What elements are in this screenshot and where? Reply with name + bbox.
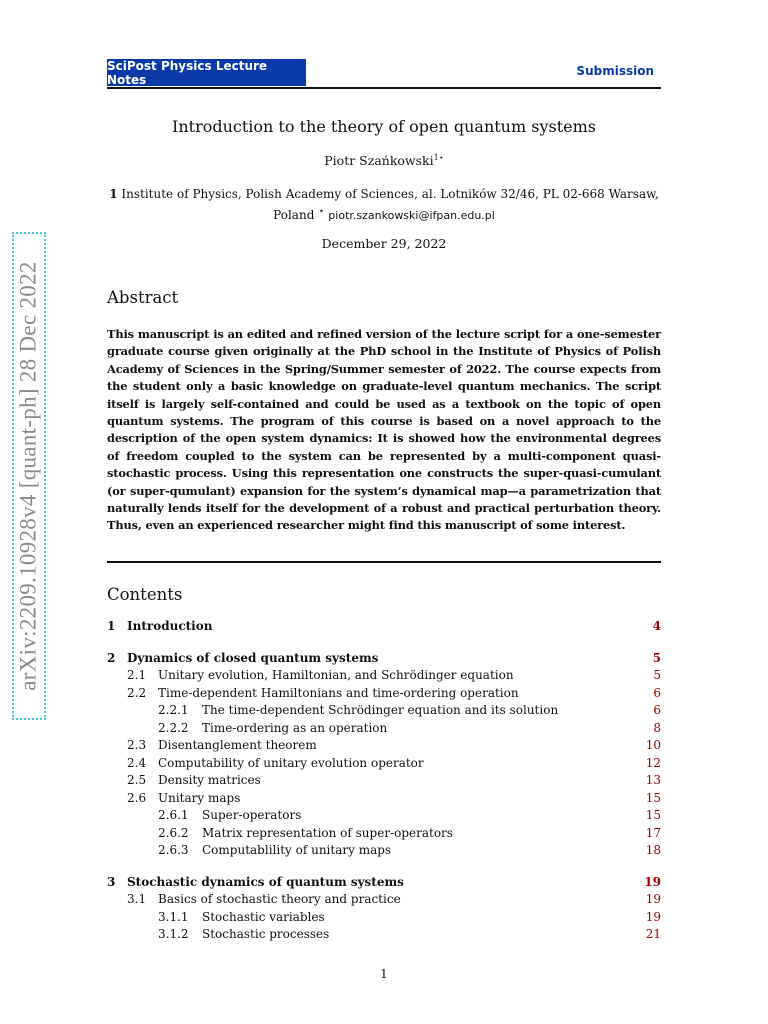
- page-number: 1: [380, 967, 388, 981]
- affiliation-number: 1: [109, 187, 118, 201]
- paper-date: December 29, 2022: [321, 236, 447, 251]
- toc-entry[interactable]: [107, 618, 661, 636]
- author-marks: 1⋆: [433, 153, 444, 162]
- toc-entry[interactable]: [107, 720, 661, 738]
- toc-entry-title: Basics of stochastic theory and practice: [158, 892, 401, 906]
- toc-entry-title: Unitary evolution, Hamiltonian, and Schrödinger equation: [158, 668, 514, 682]
- toc-entry-title: Time-ordering as an operation: [202, 720, 388, 735]
- affiliation-line1: Institute of Physics, Polish Academy of Sciences, al. Lotników 32/46, PL 02-668 Warsaw,: [121, 187, 659, 201]
- toc-entry-number: 2.4: [127, 755, 147, 770]
- toc-entry-number: 2.1: [127, 668, 147, 682]
- toc-entry[interactable]: [107, 790, 661, 808]
- abstract-heading: Abstract: [107, 288, 179, 307]
- toc-entry-number: 3.1.2: [158, 927, 189, 941]
- toc-entry-title: Dynamics of closed quantum systems: [127, 650, 379, 665]
- toc-entry-title: The time-dependent Schrödinger equation and its solution: [202, 703, 559, 717]
- toc-entry-page-link[interactable]: 5: [652, 650, 661, 665]
- toc-entry-page-link[interactable]: 15: [645, 808, 661, 822]
- toc-entry-page-link[interactable]: 10: [645, 738, 661, 752]
- email-star: ⋆: [318, 206, 325, 217]
- toc-entry[interactable]: [107, 891, 661, 909]
- toc-entry-number: 2.6.1: [158, 808, 189, 822]
- toc-entry-page-link[interactable]: 18: [645, 843, 661, 857]
- toc-entry-title: Disentanglement theorem: [158, 738, 317, 752]
- toc-entry[interactable]: [107, 825, 661, 843]
- toc-entry-title: Matrix representation of super-operators: [202, 825, 453, 840]
- toc-entry-number: 3.1.1: [158, 909, 189, 924]
- toc-entry-number: 2.6.3: [158, 843, 189, 857]
- toc-entry-page-link[interactable]: 17: [645, 825, 661, 840]
- toc-entry-page-link[interactable]: 21: [645, 927, 661, 941]
- author-email[interactable]: piotr.szankowski@ifpan.edu.pl: [328, 209, 495, 222]
- toc-entry-title: Super-operators: [202, 808, 302, 822]
- toc-entry-number: 2: [107, 650, 116, 665]
- toc-entry[interactable]: [107, 926, 661, 944]
- toc-entry-number: 2.2.2: [158, 720, 189, 735]
- toc-entry[interactable]: [107, 772, 661, 790]
- toc-entry-page-link[interactable]: 6: [653, 703, 661, 717]
- toc-entry[interactable]: [107, 737, 661, 755]
- toc-entry-number: 2.2: [127, 685, 147, 700]
- toc-entry-title: Stochastic dynamics of quantum systems: [127, 874, 404, 889]
- arxiv-stamp-text: arXiv:2209.10928v4 [quant-ph] 28 Dec 2022: [16, 261, 42, 691]
- toc-entry[interactable]: [107, 702, 661, 720]
- affiliation: [107, 186, 661, 224]
- toc-entry-page-link[interactable]: 13: [645, 773, 661, 787]
- toc-entry-page-link[interactable]: 19: [645, 892, 661, 906]
- toc-entry-number: 1: [107, 619, 116, 633]
- toc-entry-number: 3: [107, 874, 116, 889]
- abstract-text: This manuscript is an edited and refined version of the lecture script for a one-semester graduate course given originally at the PhD school in the Institute of Physics of Polish Academy of Sciences in the Spring/Summer semester of 2022. The course expects from the student only a basic knowledge on graduate-level quantum mechanics. The script itself is largely self-contained and could be used as a textbook on the topic of open quantum systems. The program of this course is based on a novel approach to the description of the open system dynamics: It is showed how the environmental degrees of freedom coupled to the system can be represented by a multi-component quasi-stochastic process. Using this representation one constructs the super-quasi-cumulant (or super-qumulant) expansion for the system’s dynamical map—a parametrization that naturally lends itself for the development of a robust and practical perturbation theory. Thus, even an experienced researcher might find this manuscript of some interest.: [107, 327, 661, 533]
- abstract-rule: [107, 561, 661, 563]
- header-rule: [107, 87, 661, 89]
- toc-entry[interactable]: [107, 909, 661, 927]
- toc-entry-title: Time-dependent Hamiltonians and time-ordering operation: [158, 685, 519, 700]
- toc-entry-number: 2.6: [127, 790, 147, 805]
- toc-entry-title: Introduction: [127, 619, 213, 633]
- toc-entry-number: 3.1: [127, 892, 147, 906]
- toc-entry-page-link[interactable]: 15: [645, 790, 661, 805]
- toc-entry[interactable]: [107, 685, 661, 703]
- toc-entry[interactable]: [107, 842, 661, 860]
- toc-entry[interactable]: [107, 807, 661, 825]
- toc-entry-page-link[interactable]: 6: [653, 685, 661, 700]
- toc-entry-title: Density matrices: [158, 773, 261, 787]
- toc-gap: [107, 636, 661, 650]
- toc-entry-number: 2.2.1: [158, 703, 189, 717]
- toc-entry-page-link[interactable]: 12: [645, 755, 661, 770]
- toc-entry-page-link[interactable]: 4: [652, 619, 661, 633]
- toc-entry-number: 2.3: [127, 738, 147, 752]
- toc-entry-title: Computablility of unitary maps: [202, 843, 392, 857]
- toc-entry-title: Stochastic variables: [202, 909, 325, 924]
- toc-entry[interactable]: [107, 874, 661, 892]
- affiliation-line2: Poland: [273, 208, 315, 222]
- contents-heading: Contents: [107, 585, 183, 604]
- toc-entry-page-link[interactable]: 19: [644, 874, 661, 889]
- arxiv-stamp[interactable]: [12, 232, 46, 720]
- toc-entry[interactable]: [107, 755, 661, 773]
- submission-label: Submission: [576, 64, 654, 78]
- toc-entry-page-link[interactable]: 5: [653, 668, 661, 682]
- toc-entry-page-link[interactable]: 8: [653, 720, 661, 735]
- toc-entry[interactable]: [107, 667, 661, 685]
- author-name: Piotr Szańkowski: [324, 153, 434, 169]
- toc-entry-number: 2.6.2: [158, 825, 189, 840]
- toc-entry-page-link[interactable]: 19: [645, 909, 661, 924]
- toc-entry-title: Stochastic processes: [202, 927, 330, 941]
- toc-entry-title: Unitary maps: [158, 790, 241, 805]
- paper-title: Introduction to the theory of open quantum systems: [172, 117, 596, 136]
- author-line: [107, 153, 661, 168]
- toc-entry-number: 2.5: [127, 773, 147, 787]
- toc-entry[interactable]: [107, 650, 661, 668]
- journal-badge: SciPost Physics Lecture Notes: [107, 59, 306, 86]
- toc-entry-title: Computability of unitary evolution operator: [158, 755, 424, 770]
- toc-gap: [107, 860, 661, 874]
- table-of-contents: [107, 618, 661, 944]
